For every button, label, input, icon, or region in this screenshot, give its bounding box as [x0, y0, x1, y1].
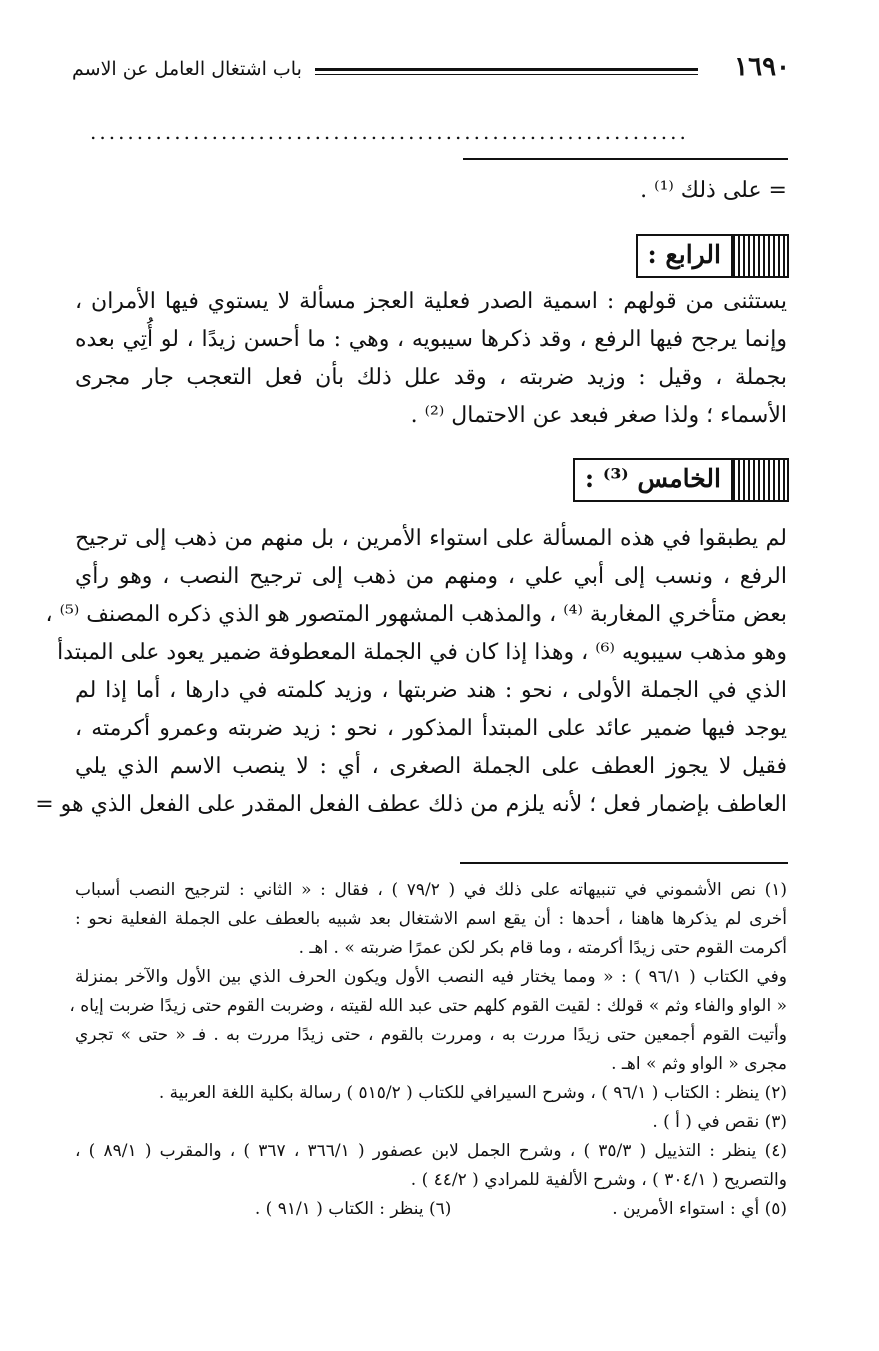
heading-ornament — [731, 236, 787, 276]
footnote-6: (٦) ينظر : الكتاب ( ٩١/١ ) . — [254, 1199, 452, 1219]
footnote-line: (٢) ينظر : الكتاب ( ٩٦/١ ) ، وشرح السيرافي للكتاب ( ٥١٥/٢ ) رسالة بكلية اللغة العربية . — [158, 1083, 787, 1103]
section-heading-fifth — [573, 458, 789, 502]
footnote-pair — [75, 1195, 787, 1224]
footnote-line: أكرمت القوم حتى زيدًا أكرمته ، وما قام بكر لكن عمرًا ضربته » . اهـ . — [298, 938, 787, 958]
chapter-title: باب اشتغال العامل عن الاسم — [72, 58, 302, 80]
footnote-line: « الواو والفاء وثم » قولك : لقيت القوم كلهم حتى عبد الله لقيته ، وضربت القوم حتى زيدًا ضربت إياه ، — [69, 996, 787, 1016]
ellipsis-separator: ................................................................ — [90, 120, 689, 144]
running-header — [72, 52, 790, 88]
text-line: يوجد فيها ضمير عائد على المبتدأ المذكور ، نحو : زيد ضربته وعمرو أكرمته ، — [75, 716, 787, 741]
section-heading-fourth — [636, 234, 790, 278]
footnote-line: أخرى لم يذكرها هاهنا ، أحدها : أن يقع اسم الاشتغال بعد شبيه بالعطف على الجملة الفعلية نحو : — [75, 909, 787, 929]
section-heading-label: الرابع : — [647, 240, 721, 269]
text-line: الذي في الجملة الأولى ، نحو : هند ضربتها ، وزيد كلمته في دارها ، أما إذا لم — [75, 678, 787, 703]
footnote-line: مجرى « الواو وثم » اهـ . — [611, 1054, 787, 1074]
continuation-line: = على ذلك ⁽¹⁾ . — [640, 178, 787, 203]
text-line: وإنما يرجح فيها الرفع ، وقد ذكرها سيبويه ، وهي : ما أحسن زيدًا ، لو أُتِي بعده — [75, 327, 787, 352]
text-line: بعض متأخري المغاربة ⁽⁴⁾ ، والمذهب المشهور المتصور هو الذي ذكره المصنف ⁽⁵⁾ ، — [45, 602, 787, 627]
text-line: يستثنى من قولهم : اسمية الصدر فعلية العجز مسألة لا يستوي فيها الأمران ، — [75, 289, 787, 314]
page-number: ١٦٩٠ — [734, 52, 790, 82]
footnote-line: (٤) ينظر : التذييل ( ٣٥/٣ ) ، وشرح الجمل لابن عصفور ( ٣٦٦/١ ، ٣٦٧ ) ، والمقرب ( ٨٩/١ ) ، — [75, 1141, 788, 1161]
text-line: لم يطبقوا في هذه المسألة على استواء الأمرين ، بل منهم من ذهب إلى ترجيح — [75, 526, 787, 551]
section-fourth-body — [75, 283, 787, 435]
footnote-5: (٥) أي : استواء الأمرين . — [612, 1199, 787, 1219]
footnote-line: (٣) نقص في ( أ ) . — [652, 1112, 787, 1132]
text-line: بجملة ، وقيل : وزيد ضربته ، وقد علل ذلك بأن فعل التعجب جار مجرى — [75, 365, 787, 390]
continuation-rule — [463, 158, 788, 160]
section-fifth-body — [35, 520, 787, 824]
section-heading-label: الخامس ⁽³⁾ : — [584, 464, 721, 493]
text-line: الأسماء ؛ ولذا صغر فبعد عن الاحتمال ⁽²⁾ . — [410, 403, 787, 428]
footnote-line: وأتيت القوم أجمعين حتى زيدًا مررت به ، ومررت بالقوم ، حتى زيدًا مررت به . فـ « حتى » تجري — [75, 1025, 787, 1045]
footnote-line: والتصريح ( ٣٠٤/١ ) ، وشرح الألفية للمرادي ( ٤٤/٢ ) . — [410, 1170, 787, 1190]
footnote-line: (١) نص الأشموني في تنبيهاته على ذلك في ( ٧٩/٢ ) ، فقال : « الثاني : لترجيح النصب أسباب — [75, 880, 787, 900]
footnotes — [69, 876, 788, 1224]
text-line: العاطف بإضمار فعل ؛ لأنه يلزم من ذلك عطف الفعل المقدر على الفعل الذي هو = — [35, 792, 787, 817]
text-line: فقيل لا يجوز العطف على الجملة الصغرى ، أي : لا ينصب الاسم الذي يلي — [75, 754, 787, 779]
text-line: الرفع ، ونسب إلى أبي علي ، ومنهم من ذهب إلى ترجيح النصب ، وهو رأي — [75, 564, 787, 589]
footnote-rule — [460, 862, 788, 864]
text-line: وهو مذهب سيبويه ⁽⁶⁾ ، وهذا إذا كان في الجملة المعطوفة ضمير يعود على المبتدأ — [57, 640, 787, 665]
header-rule — [315, 68, 698, 75]
heading-ornament — [731, 460, 787, 500]
footnote-line: وفي الكتاب ( ٩٦/١ ) : « ومما يختار فيه النصب الأول ويكون الحرف الذي بين الأول والآخر بمنزلة — [75, 967, 787, 987]
